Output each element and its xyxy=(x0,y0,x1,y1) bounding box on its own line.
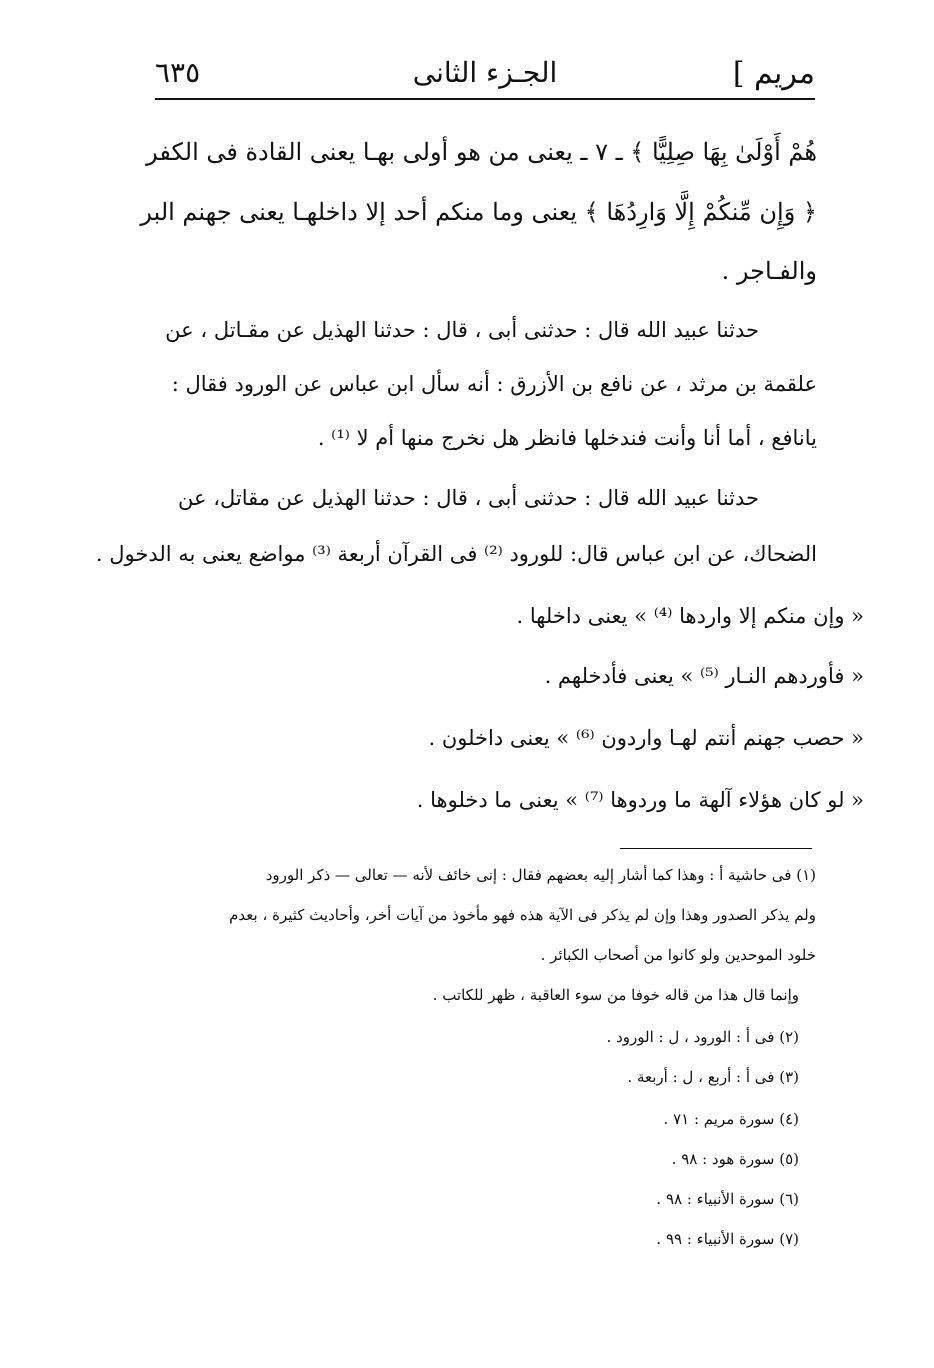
text-line: ﴿ وَإِن مِّنكُمْ إِلَّا وَارِدُهَا ﴾ يعنى وما منكم أحد إلا داخلهـا يعنى جهنم البر xyxy=(140,198,817,226)
text-line: يانافع ، أما أنا وأنت فندخلها فانظر هل نخرج منها أم لا ⁽¹⁾ . xyxy=(317,426,817,450)
surah-name: مريم ] xyxy=(732,56,815,91)
text-line: حدثنا عبيد الله قال : حدثنى أبى ، قال : حدثنا الهذيل عن مقـاتل ، عن xyxy=(165,318,759,342)
quote-line: « حصب جهنم أنتم لهـا واردون ⁽⁶⁾ » يعنى داخلون . xyxy=(428,726,864,750)
footnote-7: (٧) سورة الأنبياء : ٩٩ . xyxy=(656,1230,799,1248)
quote-line: « وإن منكم إلا واردها ⁽⁴⁾ » يعنى داخلها . xyxy=(516,604,864,628)
footnote-5: (٥) سورة هود : ٩٨ . xyxy=(671,1150,799,1168)
footnote-3: (٣) فى أ : أربع ، ل : أربعة . xyxy=(627,1068,799,1086)
part-title: الجـزء الثانى xyxy=(412,56,558,89)
paragraph-2 xyxy=(152,318,817,468)
running-header xyxy=(155,52,815,98)
footnote-1-line: وإنما قال هذا من قاله خوفا من سوء العاقبة ، ظهر للكاتب . xyxy=(432,986,799,1004)
page-number: ٦٣٥ xyxy=(155,56,201,89)
footnote-6: (٦) سورة الأنبياء : ٩٨ . xyxy=(656,1190,799,1208)
paragraph-3 xyxy=(95,486,817,586)
paragraph-1 xyxy=(140,138,817,288)
quote-line: « لو كان هؤلاء آلهة ما وردوها ⁽⁷⁾ » يعنى ما دخلوها . xyxy=(416,788,864,812)
footnote-4: (٤) سورة مريم : ٧١ . xyxy=(663,1110,799,1128)
text-line: الضحاك، عن ابن عباس قال: للورود ⁽²⁾ فى القرآن أربعة ⁽³⁾ مواضع يعنى به الدخول . xyxy=(95,542,817,566)
text-line: والفـاجر . xyxy=(721,257,817,285)
text-line: علقمة بن مرثد ، عن نافع بن الأزرق : أنه سأل ابن عباس عن الورود فقال : xyxy=(171,372,817,396)
quote-line: « فأوردهم النـار ⁽⁵⁾ » يعنى فأدخلهم . xyxy=(544,664,864,688)
footnote-1-line: (١) فى حاشية أ : وهذا كما أشار إليه بعضهم فقال : إنى خائف لأنه — تعالى — ذكر الورود xyxy=(265,866,816,884)
footnote-rule xyxy=(620,848,812,849)
footnote-1-line: خلود الموحدين ولو كانوا من أصحاب الكبائر . xyxy=(540,946,816,964)
header-rule xyxy=(155,98,815,100)
text-line: هُمْ أَوْلَىٰ بِهَا صِلِيًّا ﴾ ـ ٧ ـ يعنى من هو أولى بهـا يعنى القادة فى الكفر xyxy=(146,138,817,166)
text-line: حدثنا عبيد الله قال : حدثنى أبى ، قال : حدثنا الهذيل عن مقاتل، عن xyxy=(178,486,759,510)
footnote-2: (٢) فى أ : الورود ، ل : الورود . xyxy=(606,1028,799,1046)
footnote-1-line: ولم يذكر الصدور وهذا وإن لم يذكر فى الآية هذه فهو مأخوذ من آيات أخر، وأحاديث كثيرة ، بعدم xyxy=(229,906,816,924)
